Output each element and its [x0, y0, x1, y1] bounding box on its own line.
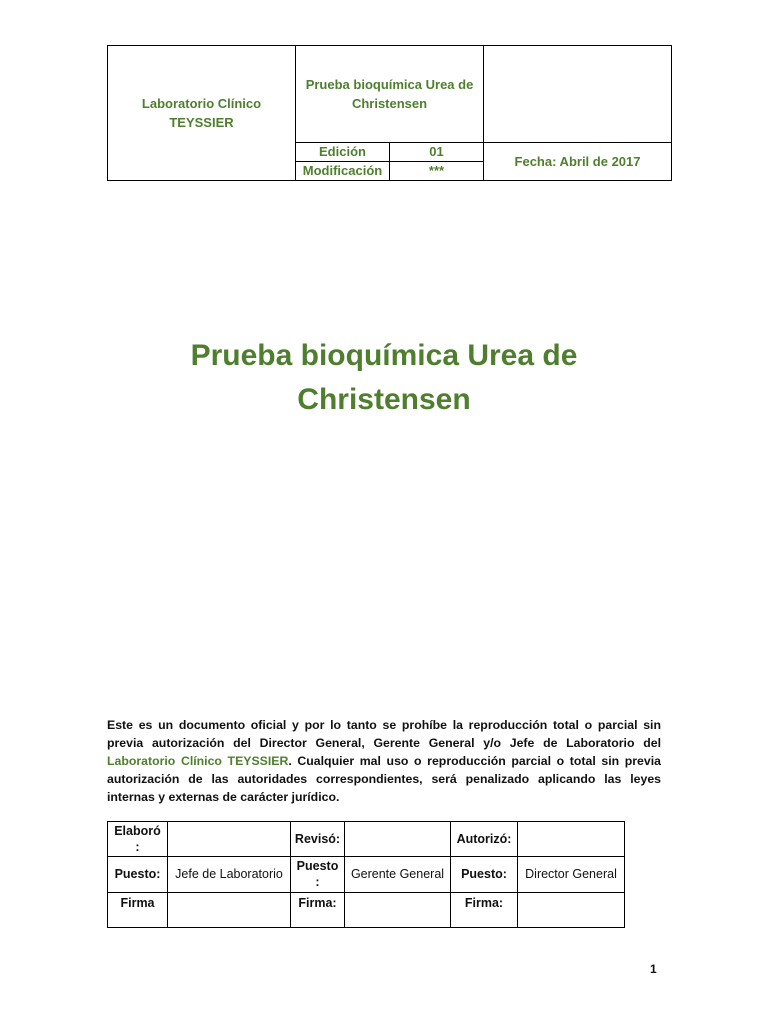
puesto-value-1: Jefe de Laboratorio	[168, 857, 291, 892]
page-title-line2: Christensen	[297, 383, 471, 416]
firma-label-2: Firma:	[291, 892, 345, 927]
firma-value-3	[518, 892, 625, 927]
disclaimer-highlight: Laboratorio Clínico TEYSSIER	[107, 754, 289, 768]
page-number: 1	[650, 962, 657, 976]
reviso-label: Revisó:	[291, 822, 345, 857]
edicion-label: Edición	[296, 143, 390, 162]
firma-label-1: Firma	[108, 892, 168, 927]
puesto-value-3: Director General	[518, 857, 625, 892]
modificacion-value: ***	[390, 162, 484, 181]
puesto-label-2: Puesto :	[291, 857, 345, 892]
elaboro-label: Elaboró :	[108, 822, 168, 857]
firma-value-2	[345, 892, 451, 927]
puesto-label-1: Puesto:	[108, 857, 168, 892]
reviso-value	[345, 822, 451, 857]
puesto-label-3: Puesto:	[451, 857, 518, 892]
autorizo-label: Autorizó:	[451, 822, 518, 857]
org-name-line2: TEYSSIER	[169, 115, 234, 130]
doc-title-line1: Prueba bioquímica Urea de	[305, 77, 474, 92]
doc-title-cell	[296, 46, 484, 143]
firma-label-3: Firma:	[451, 892, 518, 927]
signature-table	[107, 821, 625, 928]
page-title-line1: Prueba bioquímica Urea de	[190, 339, 578, 372]
empty-header-cell	[484, 46, 672, 143]
org-name-cell	[108, 46, 296, 181]
header-table	[107, 45, 672, 181]
autorizo-value	[518, 822, 625, 857]
page-title	[0, 334, 768, 422]
doc-title-line2: Christensen	[351, 96, 428, 111]
puesto-value-2: Gerente General	[345, 857, 451, 892]
modificacion-label: Modificación	[296, 162, 390, 181]
disclaimer-paragraph	[107, 716, 661, 806]
org-name-line1: Laboratorio Clínico	[141, 96, 262, 111]
elaboro-value	[168, 822, 291, 857]
firma-value-1	[168, 892, 291, 927]
disclaimer-text-2: . Cualquier mal uso o reproducción parcial o total sin previa autorización de las autoridades correspondientes, será penalizado aplicando las leyes internas y externas de carácter jurídico.	[107, 754, 661, 804]
edicion-value: 01	[390, 143, 484, 162]
disclaimer-text-1: Este es un documento oficial y por lo tanto se prohíbe la reproducción total o parcial sin previa autorización del Director General, Gerente General y/o Jefe de Laboratorio del	[107, 718, 661, 750]
fecha-cell: Fecha: Abril de 2017	[484, 143, 672, 181]
